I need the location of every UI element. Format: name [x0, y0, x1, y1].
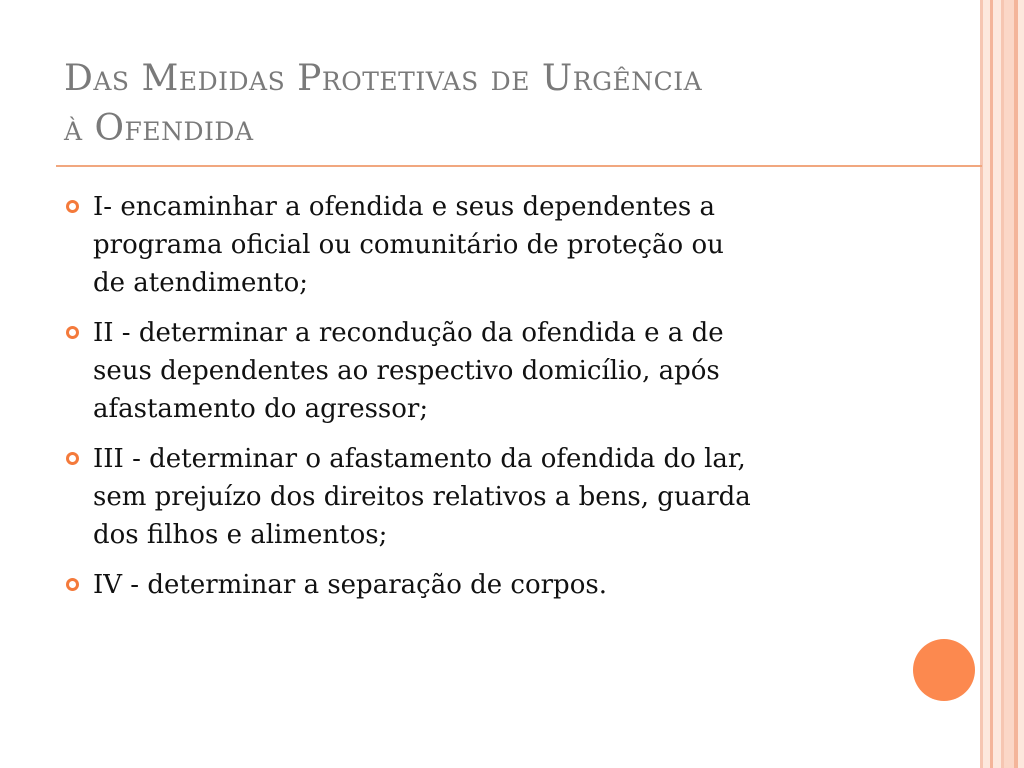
- edge-stripe: [993, 0, 1001, 768]
- slide-title: [64, 54, 944, 154]
- edge-stripe: [1018, 0, 1024, 768]
- title-line-1: Das Medidas Protetivas de Urgência: [64, 58, 703, 99]
- edge-stripe: [983, 0, 990, 768]
- bullet-text-line: programa oficial ou comunitário de proteção ou: [93, 230, 724, 260]
- bullet-list: [66, 188, 916, 616]
- bullet-text-line: II - determinar a recondução da ofendida e a de: [93, 318, 724, 348]
- bullet-ring-icon: [66, 200, 79, 213]
- bullet-text-line: afastamento do agressor;: [93, 394, 429, 424]
- bullet-text-line: I- encaminhar a ofendida e seus dependentes a: [93, 192, 715, 222]
- title-divider: [56, 165, 982, 167]
- bullet-item: [66, 440, 916, 554]
- bullet-item: [66, 566, 916, 604]
- bullet-ring-icon: [66, 578, 79, 591]
- bullet-text-line: de atendimento;: [93, 268, 308, 298]
- bullet-text-line: III - determinar o afastamento da ofendida do lar,: [93, 444, 746, 474]
- decorative-circle: [913, 639, 975, 701]
- bullet-ring-icon: [66, 326, 79, 339]
- bullet-ring-icon: [66, 452, 79, 465]
- bullet-text-line: dos filhos e alimentos;: [93, 520, 388, 550]
- bullet-text-line: seus dependentes ao respectivo domicílio, após: [93, 356, 720, 386]
- edge-stripe: [1004, 0, 1014, 768]
- title-line-2: à Ofendida: [64, 108, 254, 149]
- bullet-text-line: sem prejuízo dos direitos relativos a bens, guarda: [93, 482, 751, 512]
- bullet-item: [66, 188, 916, 302]
- bullet-item: [66, 314, 916, 428]
- bullet-text-line: IV - determinar a separação de corpos.: [93, 570, 607, 600]
